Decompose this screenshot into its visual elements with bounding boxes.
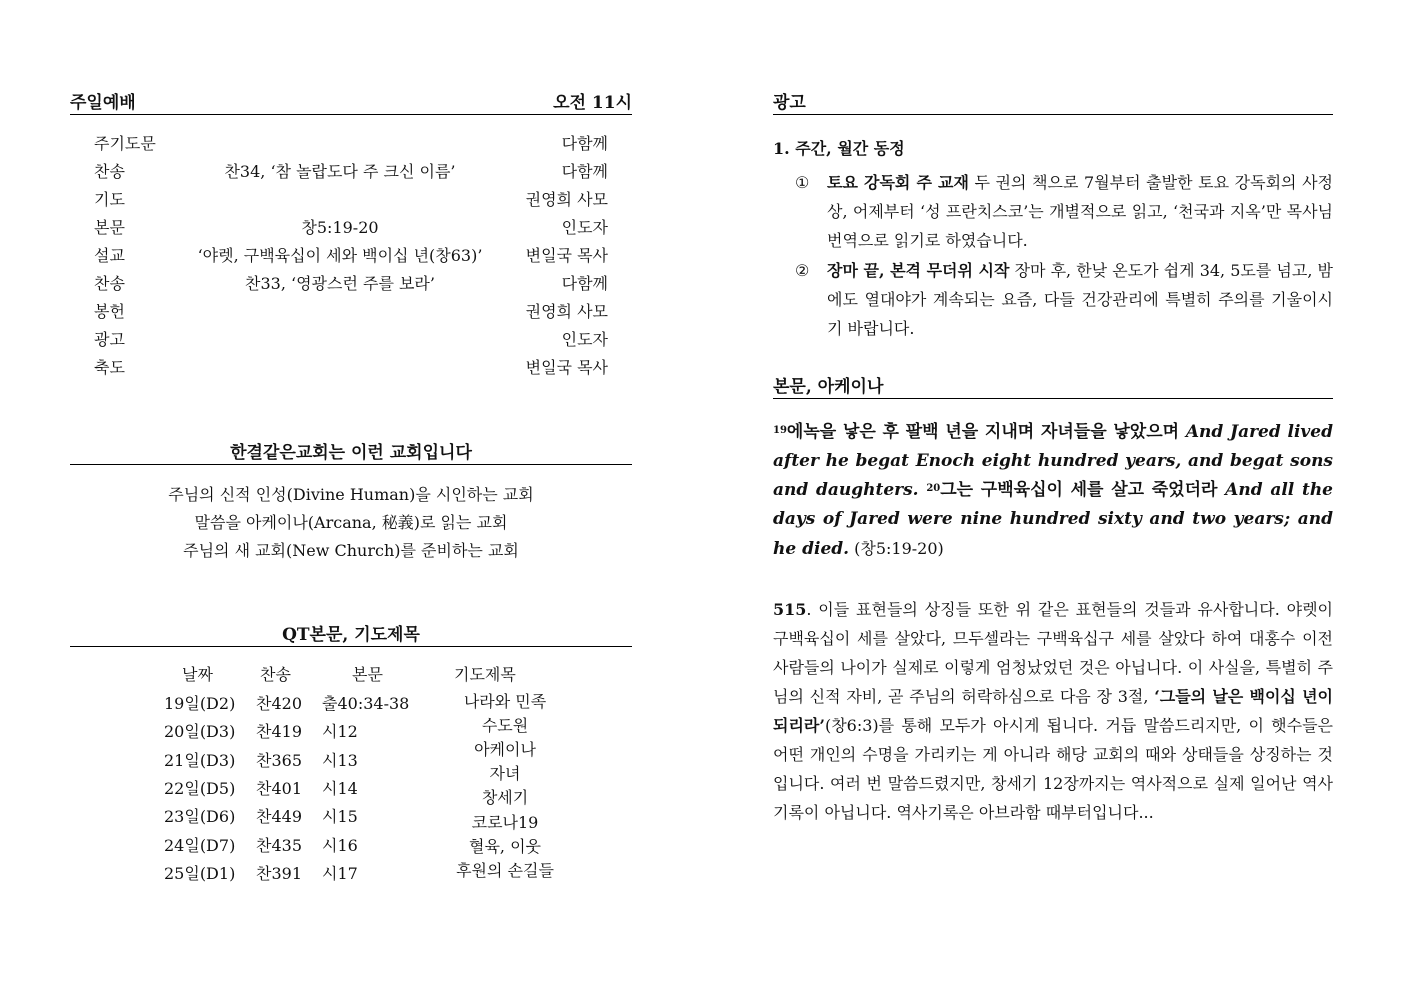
service-item: 주기도문 <box>94 134 156 153</box>
church-header <box>70 442 632 465</box>
service-item: 본문 <box>94 218 125 237</box>
service-item: 설교 <box>94 246 125 265</box>
service-leader: 다함께 <box>561 134 608 153</box>
qt-text: 시12 <box>322 722 358 741</box>
qt-hymn: 찬435 <box>256 836 302 855</box>
ads-section-text: 1. 주간, 월간 동정 <box>773 139 905 158</box>
service-leader: 권영희 사모 <box>525 190 608 209</box>
qt-date: 21일(D3) <box>164 751 236 770</box>
service-row <box>70 270 608 298</box>
service-leader: 변일국 목사 <box>525 246 608 265</box>
service-row <box>70 298 608 326</box>
ads-item-title: 토요 강독회 주 교재 <box>827 173 969 192</box>
church-line: 말씀을 아케이나(Arcana, 秘義)로 읽는 교회 <box>194 513 508 532</box>
ads-item-body: 두 권의 책으로 7월부터 출발한 토요 강독회의 사정상, 어제부터 ‘성 프란치스코’는 개별적으로 읽고, ‘천국과 지옥’만 목사님 번역으로 읽기로 하였습니다. <box>827 173 1333 250</box>
text-header <box>773 376 1333 399</box>
service-leader: 인도자 <box>561 330 608 349</box>
service-row <box>70 242 608 270</box>
service-row <box>70 130 608 158</box>
scripture-verse <box>773 418 1333 564</box>
qt-hymn: 찬449 <box>256 807 302 826</box>
service-content: 찬33, ‘영광스런 주를 보라’ <box>245 274 435 293</box>
service-item: 기도 <box>94 190 125 209</box>
worship-header <box>70 92 632 115</box>
ads-header-title: 광고 <box>773 93 806 113</box>
verse-number: 20 <box>926 483 941 494</box>
verse-number: 19 <box>773 425 787 436</box>
qt-header-title: QT본문, 기도제목 <box>282 625 420 645</box>
prayer-topic: 나라와 민족 <box>463 692 547 711</box>
service-content: 찬34, ‘참 놀랍도다 주 크신 이름’ <box>224 162 456 181</box>
service-item: 찬송 <box>94 274 125 293</box>
prayer-topic: 혈육, 이웃 <box>469 837 541 856</box>
ads-item <box>795 256 1333 343</box>
ads-section-title <box>773 138 905 160</box>
qt-date: 24일(D7) <box>164 836 236 855</box>
qt-text: 시14 <box>322 779 358 798</box>
paragraph-number: 515 <box>773 600 807 619</box>
qt-date: 20일(D3) <box>164 722 236 741</box>
worship-time: 오전 11시 <box>553 93 632 113</box>
service-item: 축도 <box>94 358 125 377</box>
prayer-topic: 코로나19 <box>471 813 539 832</box>
qt-text: 시17 <box>322 864 358 883</box>
prayer-topic: 수도원 <box>481 716 529 735</box>
verse-korean: 에녹을 낳은 후 팔백 년을 지내며 자녀들을 낳았으며 <box>786 422 1180 442</box>
service-content: 창5:19-20 <box>301 218 379 237</box>
service-leader: 권영희 사모 <box>525 302 608 321</box>
prayer-topic: 아케이나 <box>474 740 536 759</box>
commentary-quote: ‘그들의 날은 백이십 년이 되리라’ <box>773 687 1334 735</box>
qt-hymn: 찬365 <box>256 751 302 770</box>
service-row <box>70 158 608 186</box>
ads-item-number: ② <box>795 261 810 280</box>
verse-english: And all the days of Jared were nine hundred sixty and two years; and he died. <box>773 480 1333 559</box>
service-leader: 인도자 <box>561 218 608 237</box>
ads-item-text <box>827 256 1333 343</box>
service-item: 봉헌 <box>94 302 125 321</box>
verse-korean: 그는 구백육십이 세를 살고 죽었더라 <box>940 480 1218 500</box>
qt-date: 23일(D6) <box>164 807 236 826</box>
verse-english: And Jared lived after he begat Enoch eight hundred years, and begat sons and daughters. <box>773 422 1333 500</box>
church-line: 주님의 새 교회(New Church)를 준비하는 교회 <box>183 541 519 560</box>
qt-col-prayer: 기도제목 <box>454 665 516 684</box>
verse-reference: (창5:19-20) <box>849 539 944 558</box>
church-header-title: 한결같은교회는 이런 교회입니다 <box>230 443 472 463</box>
qt-text: 시16 <box>322 836 358 855</box>
qt-col-text: 본문 <box>352 665 383 684</box>
service-row <box>70 186 608 214</box>
qt-hymn: 찬401 <box>256 779 302 798</box>
qt-hymn: 찬391 <box>256 864 302 883</box>
service-content: ‘야렛, 구백육십이 세와 백이십 년(창63)’ <box>197 246 483 265</box>
service-leader: 변일국 목사 <box>525 358 608 377</box>
service-item: 찬송 <box>94 162 125 181</box>
service-leader: 다함께 <box>561 274 608 293</box>
ads-item-title: 장마 끝, 본격 무더위 시작 <box>827 261 1010 280</box>
prayer-topic: 후원의 손길들 <box>456 861 554 880</box>
text-header-title: 본문, 아케이나 <box>773 377 884 397</box>
church-line: 주님의 신적 인성(Divine Human)을 시인하는 교회 <box>168 485 534 504</box>
commentary-text: (창6:3)를 통해 모두가 아시게 됩니다. 거듭 말씀드리지만, 이 햇수들은 어떤 개인의 수명을 가리키는 게 아니라 해당 교회의 때와 상태들을 상징하는 것입니다. 여러 번 말씀드렸지만, 창세기 12장까지는 역사적으로 실제 일어난 역사기록이 아닙니다. 역사기록은 아브라함 때부터입니다... <box>773 716 1333 822</box>
prayer-topic: 창세기 <box>481 788 529 807</box>
ads-item-body: 장마 후, 한낮 온도가 쉽게 34, 5도를 넘고, 밤에도 열대야가 계속되는 요즘, 다들 건강관리에 특별히 주의를 기울이시기 바랍니다. <box>827 261 1333 338</box>
qt-date: 22일(D5) <box>164 779 236 798</box>
ads-item-text <box>827 168 1333 255</box>
service-row <box>70 354 608 382</box>
qt-text: 출40:34-38 <box>322 694 410 713</box>
qt-date: 19일(D2) <box>164 694 236 713</box>
qt-text: 시13 <box>322 751 358 770</box>
ads-item-number: ① <box>795 173 810 192</box>
service-row <box>70 214 608 242</box>
prayer-topic: 자녀 <box>489 764 521 783</box>
qt-hymn: 찬420 <box>256 694 302 713</box>
service-leader: 다함께 <box>561 162 608 181</box>
qt-header <box>70 624 632 647</box>
qt-col-date: 날짜 <box>182 665 213 684</box>
worship-title: 주일예배 <box>70 93 136 113</box>
qt-text: 시15 <box>322 807 358 826</box>
arcana-commentary <box>773 595 1333 827</box>
qt-col-hymn: 찬송 <box>260 665 291 684</box>
service-row <box>70 326 608 354</box>
qt-hymn: 찬419 <box>256 722 302 741</box>
ads-header <box>773 92 1333 115</box>
commentary-text: . 이들 표현들의 상징들 또한 위 같은 표현들의 것들과 유사합니다. 야렛이 구백육십이 세를 살았다, 므두셀라는 구백육십구 세를 살았다 하여 대홍수 이전 사람들의 나이가 실제로 이렇게 엄청났었던 것은 아닙니다. 이 사실을, 특별히 주님의 신적 자비, 곧 주님의 허락하심으로 다음 장 3절, <box>773 600 1333 706</box>
ads-item <box>795 168 1333 255</box>
service-item: 광고 <box>94 330 125 349</box>
qt-date: 25일(D1) <box>164 864 236 883</box>
